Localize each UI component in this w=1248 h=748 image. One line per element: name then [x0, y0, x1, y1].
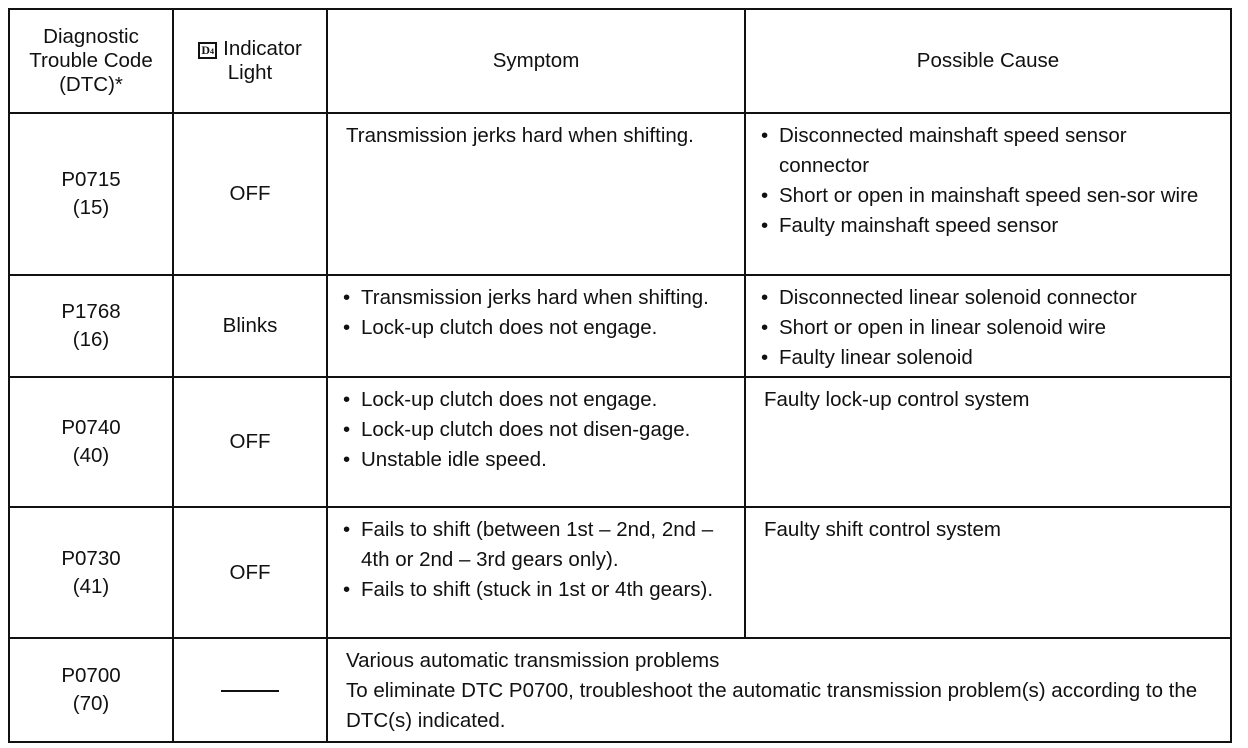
dtc-code: P0730 [61, 546, 121, 570]
cause-cell [745, 507, 1231, 638]
indicator-status: OFF [173, 377, 327, 507]
header-dtc [9, 9, 173, 113]
indicator-status: OFF [173, 507, 327, 638]
symptom-item: • Lock-up clutch does not engage. [343, 385, 736, 415]
symptom-text: Transmission jerks hard when shifting. [346, 124, 694, 147]
table-row [9, 113, 1231, 275]
header-light-label: Light [227, 61, 273, 84]
d4-indicator-icon: D4 [198, 42, 217, 59]
symptom-item: • Unstable idle speed. [343, 445, 736, 475]
header-dtc-line: Diagnostic [43, 25, 139, 48]
note-line: Various automatic transmission problems [346, 649, 720, 672]
symptom-cell [327, 377, 745, 507]
cause-text: Faulty lock-up control system [764, 388, 1030, 411]
table-row [9, 507, 1231, 638]
indicator-status [173, 638, 327, 742]
symptom-item: • Lock-up clutch does not engage. [343, 313, 736, 343]
dtc-code: P1768 [61, 300, 121, 323]
dtc-code-cell [9, 377, 173, 507]
table-row [9, 638, 1231, 742]
note-cell [327, 638, 1231, 742]
cause-item: • Disconnected linear solenoid connector [761, 283, 1222, 313]
cause-item: • Disconnected mainshaft speed sensor connector [761, 121, 1222, 181]
cause-item: • Short or open in mainshaft speed sen-sor wire [761, 181, 1222, 211]
cause-cell [745, 113, 1231, 275]
blink-code: (70) [72, 692, 110, 715]
cause-cell [745, 275, 1231, 377]
note-line: To eliminate DTC P0700, troubleshoot the automatic transmission problem(s) according to the DTC(s) indicated. [346, 679, 1198, 732]
blink-code: (16) [72, 328, 110, 351]
symptom-item: • Lock-up clutch does not disen-gage. [343, 415, 736, 445]
symptom-item: • Fails to shift (stuck in 1st or 4th gears). [343, 575, 736, 605]
dtc-table [8, 8, 1232, 743]
cause-item: • Faulty linear solenoid [761, 343, 1222, 373]
dtc-code-cell [9, 638, 173, 742]
not-applicable-dash [221, 690, 279, 692]
cause-text: Faulty shift control system [764, 518, 1001, 541]
dtc-code: P0715 [61, 168, 121, 191]
header-indicator-label: Indicator [223, 37, 302, 60]
header-possible-cause: Possible Cause [745, 9, 1231, 113]
header-indicator-light [173, 9, 327, 113]
table-row [9, 275, 1231, 377]
cause-item: • Faulty mainshaft speed sensor [761, 211, 1222, 241]
dtc-code: P0740 [61, 416, 121, 439]
blink-code: (40) [72, 444, 110, 467]
symptom-cell [327, 275, 745, 377]
dtc-code-cell [9, 113, 173, 275]
dtc-code-cell [9, 275, 173, 377]
symptom-cell [327, 507, 745, 638]
header-dtc-line: Trouble Code [29, 49, 153, 72]
table-header-row [9, 9, 1231, 113]
header-symptom: Symptom [327, 9, 745, 113]
indicator-status: Blinks [173, 275, 327, 377]
cause-item: • Short or open in linear solenoid wire [761, 313, 1222, 343]
table-row [9, 377, 1231, 507]
blink-code: (41) [72, 574, 110, 598]
cause-cell [745, 377, 1231, 507]
indicator-status: OFF [173, 113, 327, 275]
dtc-code: P0700 [61, 664, 121, 687]
header-dtc-line: (DTC)* [59, 73, 123, 96]
symptom-cell [327, 113, 745, 275]
blink-code: (15) [72, 196, 110, 219]
symptom-item: • Transmission jerks hard when shifting. [343, 283, 736, 313]
dtc-code-cell [9, 507, 173, 638]
symptom-item: • Fails to shift (between 1st – 2nd, 2nd – 4th or 2nd – 3rd gears only). [343, 515, 736, 575]
